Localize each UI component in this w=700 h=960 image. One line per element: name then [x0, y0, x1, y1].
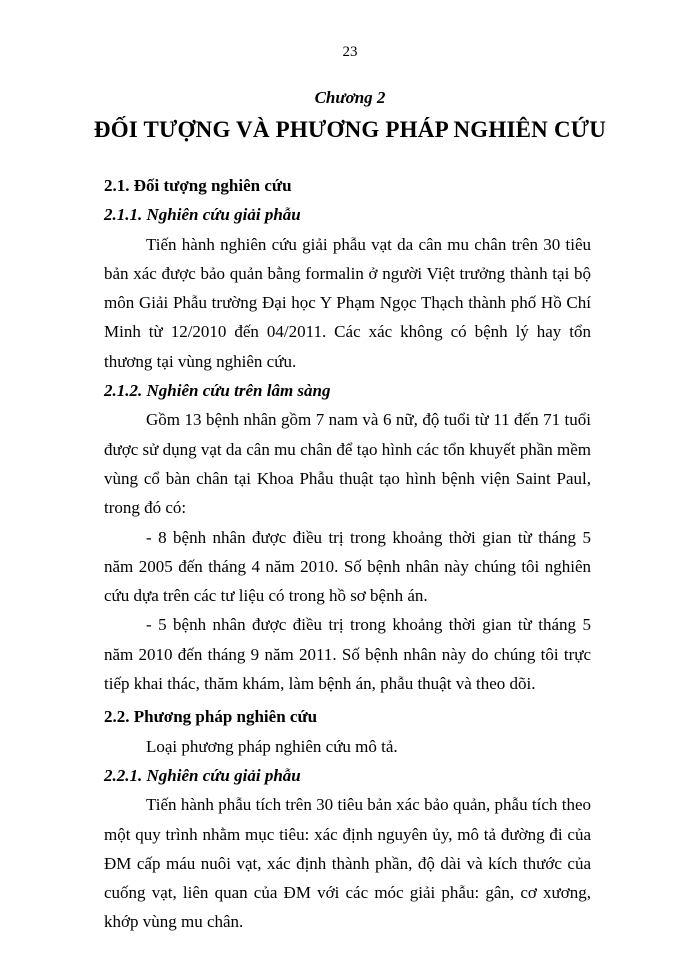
- chapter-title: ĐỐI TƯỢNG VÀ PHƯƠNG PHÁP NGHIÊN CỨU: [93, 117, 607, 142]
- section-2-2-1-heading: 2.2.1. Nghiên cứu giải phẫu: [104, 765, 301, 785]
- paragraph: Gồm 13 bệnh nhân gồm 7 nam và 6 nữ, độ tuổi từ 11 đến 71 tuổi được sử dụng vạt da cân mu chân để tạo hình các tổn khuyết phần mềm vùng cổ bàn chân tại Khoa Phẫu thuật tạo hình bệnh viện Saint Paul, trong đó có:: [104, 410, 591, 518]
- paragraph: Tiến hành nghiên cứu giải phẫu vạt da cân mu chân trên 30 tiêu bản xác được bảo quản bằng formalin ở người Việt trưởng thành tại bộ môn Giải Phẫu trường Đại học Y Phạm Ngọc Thạch thành phố Hồ Chí Minh từ 12/2010 đến 04/2011. Các xác không có bệnh lý hay tổn thương tại vùng nghiên cứu.: [104, 234, 591, 371]
- section-2-1-2-heading: 2.1.2. Nghiên cứu trên lâm sàng: [104, 381, 331, 401]
- paragraph: Loại phương pháp nghiên cứu mô tả.: [146, 736, 398, 756]
- document-body: [104, 171, 591, 937]
- chapter-label: Chương 2: [314, 88, 386, 107]
- section-2-1-heading: 2.1. Đối tượng nghiên cứu: [104, 176, 292, 195]
- paragraph: - 5 bệnh nhân được điều trị trong khoảng thời gian từ tháng 5 năm 2010 đến tháng 9 năm 2011. Số bệnh nhân này do chúng tôi trực tiếp khai thác, thăm khám, làm bệnh án, phẫu thuật và theo dõi.: [104, 615, 591, 694]
- section-2-2-heading: 2.2. Phương pháp nghiên cứu: [104, 707, 318, 727]
- section-2-1-1-heading: 2.1.1. Nghiên cứu giải phẫu: [104, 205, 301, 225]
- paragraph: - 8 bệnh nhân được điều trị trong khoảng thời gian từ tháng 5 năm 2005 đến tháng 4 năm 2010. Số bệnh nhân này chúng tôi nghiên cứu dựa trên các tư liệu có trong hồ sơ bệnh án.: [104, 527, 591, 606]
- page-number: 23: [342, 44, 358, 60]
- paragraph: Tiến hành phẫu tích trên 30 tiêu bản xác bảo quản, phẫu tích theo một quy trình nhằm mục tiêu: xác định nguyên ủy, mô tả đường đi của ĐM cấp máu nuôi vạt, xác định thành phần, độ dài và kích thước của cuống vạt, liên quan của ĐM với các móc giải phẫu: gân, cơ xương, khớp vùng mu chân.: [104, 795, 591, 932]
